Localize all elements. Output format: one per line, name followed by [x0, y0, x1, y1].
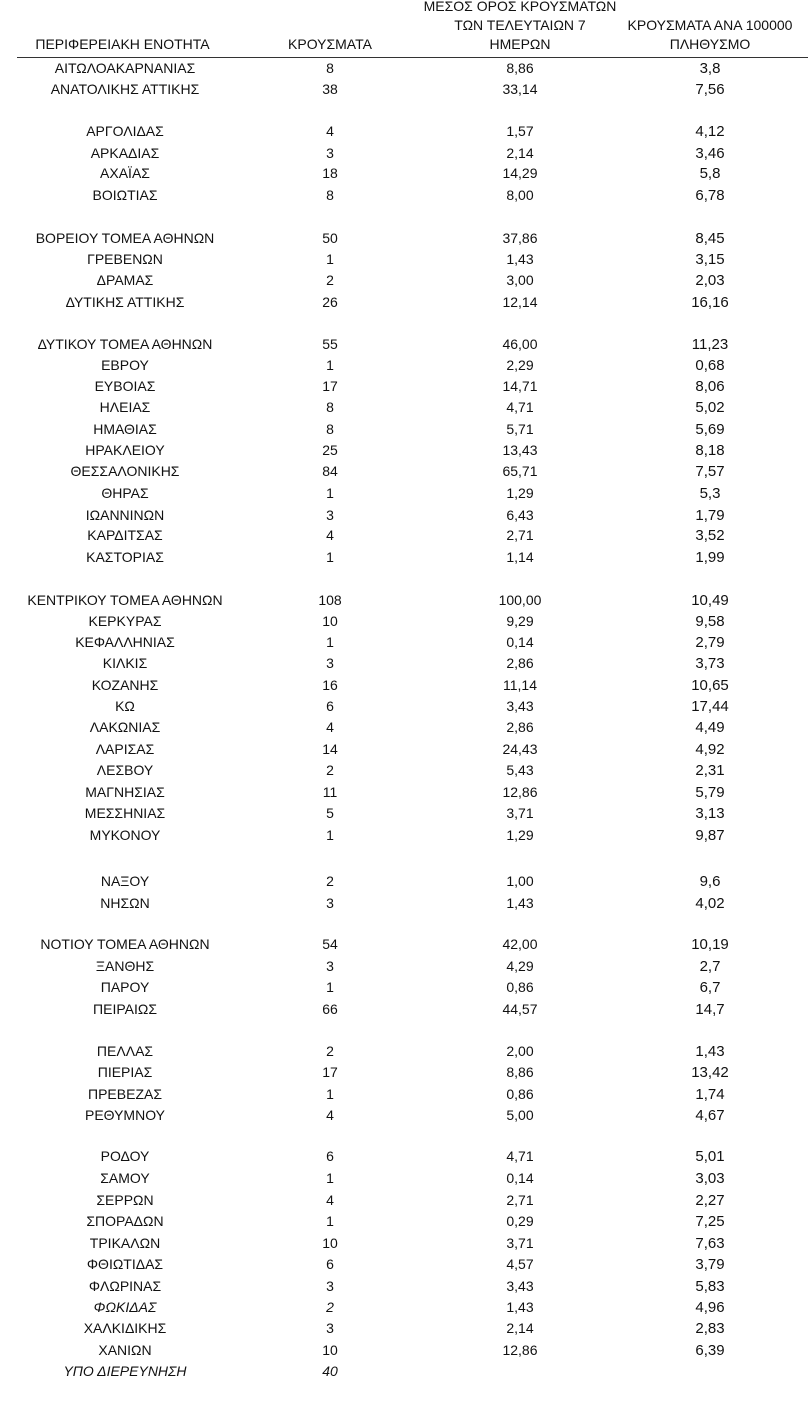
- table-row: [0, 483, 808, 504]
- cell-seven-day-average: 1,29: [506, 485, 534, 501]
- cell-seven-day-average: 2,71: [506, 527, 534, 543]
- cell-seven-day-average: 0,29: [506, 1213, 534, 1229]
- cell-cases-per-100k: 5,8: [699, 165, 721, 182]
- cell-cases-per-100k: 6,39: [695, 1342, 725, 1359]
- cell-seven-day-average: 3,43: [506, 698, 534, 714]
- table-row: [0, 163, 808, 184]
- cell-seven-day-average: 0,86: [506, 979, 534, 995]
- cell-cases-per-100k: 8,45: [695, 230, 725, 247]
- cell-region: ΝΗΣΩΝ: [100, 895, 150, 911]
- cell-seven-day-average: 24,43: [502, 741, 538, 757]
- cell-seven-day-average: 3,71: [506, 1235, 534, 1251]
- table-row: [0, 1190, 808, 1211]
- cell-seven-day-average: 44,57: [502, 1001, 538, 1017]
- table-row: [0, 1041, 808, 1062]
- cell-cases: 8: [326, 60, 334, 76]
- cell-region: ΠΕΙΡΑΙΩΣ: [93, 1001, 157, 1017]
- cell-cases: 17: [322, 378, 338, 394]
- cell-region: ΕΥΒΟΙΑΣ: [94, 378, 156, 394]
- cell-cases-per-100k: 4,49: [695, 719, 725, 736]
- header-cases-per-100k: [605, 16, 808, 54]
- cell-region: ΚΑΣΤΟΡΙΑΣ: [86, 549, 164, 565]
- cell-cases-per-100k: 2,79: [695, 634, 725, 651]
- cell-cases-per-100k: 9,87: [695, 827, 725, 844]
- table-row: [0, 1318, 808, 1339]
- cell-cases-per-100k: 7,57: [695, 463, 725, 480]
- cell-cases: 108: [318, 592, 342, 608]
- cell-cases-per-100k: 9,6: [699, 873, 721, 890]
- table-row: [0, 440, 808, 461]
- cell-cases-per-100k: 7,56: [695, 81, 725, 98]
- cell-cases-per-100k: 3,13: [695, 805, 725, 822]
- cell-region: ΧΑΛΚΙΔΙΚΗΣ: [83, 1320, 167, 1336]
- cell-region: ΥΠΟ ΔΙΕΡΕΥΝΗΣΗ: [63, 1363, 187, 1379]
- cell-cases: 54: [322, 936, 338, 952]
- table-row: [0, 1146, 808, 1167]
- table-row: [0, 79, 808, 100]
- table-row: [0, 717, 808, 738]
- table-row: [0, 782, 808, 803]
- table-row: [0, 653, 808, 674]
- header-cases: ΚΡΟΥΣΜΑΤΑ: [288, 36, 372, 52]
- header-per-line-1: ΚΡΟΥΣΜΑΤΑ ΑΝΑ 100000: [627, 17, 793, 33]
- cell-seven-day-average: 1,43: [506, 895, 534, 911]
- table-row: [0, 739, 808, 760]
- cell-cases-per-100k: 17,44: [691, 698, 729, 715]
- cell-seven-day-average: 42,00: [502, 936, 538, 952]
- cell-seven-day-average: 5,71: [506, 421, 534, 437]
- cell-seven-day-average: 12,86: [502, 784, 538, 800]
- cell-seven-day-average: 4,71: [506, 399, 534, 415]
- cell-seven-day-average: 3,43: [506, 1278, 534, 1294]
- table-row: [0, 228, 808, 249]
- cell-seven-day-average: 5,00: [506, 1107, 534, 1123]
- cell-region: ΑΡΚΑΔΙΑΣ: [90, 145, 160, 161]
- table-row: [0, 977, 808, 998]
- cell-seven-day-average: 46,00: [502, 336, 538, 352]
- table-row: [0, 1254, 808, 1275]
- table-row: [0, 1105, 808, 1126]
- cell-cases-per-100k: 4,67: [695, 1107, 725, 1124]
- cell-region: ΠΡΕΒΕΖΑΣ: [87, 1086, 162, 1102]
- table-row: [0, 1211, 808, 1232]
- cell-cases-per-100k: 5,02: [695, 399, 725, 416]
- cell-cases: 10: [322, 1235, 338, 1251]
- table-row: [0, 525, 808, 546]
- table-row: [0, 893, 808, 914]
- cell-seven-day-average: 2,86: [506, 655, 534, 671]
- cell-region: ΘΗΡΑΣ: [101, 485, 149, 501]
- cell-seven-day-average: 1,29: [506, 827, 534, 843]
- cell-seven-day-average: 1,43: [506, 251, 534, 267]
- cell-cases: 6: [326, 698, 334, 714]
- cell-seven-day-average: 4,57: [506, 1256, 534, 1272]
- cell-cases: 10: [322, 613, 338, 629]
- cell-cases: 1: [326, 827, 334, 843]
- cell-cases: 1: [326, 357, 334, 373]
- cell-cases-per-100k: 6,78: [695, 187, 725, 204]
- cell-region: ΘΕΣΣΑΛΟΝΙΚΗΣ: [70, 463, 180, 479]
- cell-region: ΙΩΑΝΝΙΝΩΝ: [85, 507, 165, 523]
- cell-region: ΤΡΙΚΑΛΩΝ: [89, 1235, 161, 1251]
- cell-cases: 2: [326, 1299, 334, 1315]
- cell-region: ΠΙΕΡΙΑΣ: [97, 1064, 153, 1080]
- cell-cases: 8: [326, 421, 334, 437]
- table-row: [0, 934, 808, 955]
- table-row: [0, 397, 808, 418]
- cell-region: ΑΝΑΤΟΛΙΚΗΣ ΑΤΤΙΚΗΣ: [50, 81, 200, 97]
- cell-region: ΝΑΞΟΥ: [100, 873, 150, 889]
- cell-seven-day-average: 2,00: [506, 1043, 534, 1059]
- cell-region: ΗΜΑΘΙΑΣ: [93, 421, 157, 437]
- cell-seven-day-average: 12,86: [502, 1342, 538, 1358]
- cell-cases-per-100k: 1,43: [695, 1043, 725, 1060]
- cell-region: ΠΕΛΛΑΣ: [96, 1043, 154, 1059]
- cell-cases-per-100k: 4,12: [695, 123, 725, 140]
- cell-region: ΣΕΡΡΩΝ: [96, 1192, 154, 1208]
- cell-seven-day-average: 1,57: [506, 123, 534, 139]
- cell-seven-day-average: 1,43: [506, 1299, 534, 1315]
- table-row: [0, 270, 808, 291]
- cell-seven-day-average: 9,29: [506, 613, 534, 629]
- cell-seven-day-average: 100,00: [498, 592, 542, 608]
- table-row: [0, 825, 808, 846]
- cell-cases-per-100k: 2,27: [695, 1192, 725, 1209]
- table-row: [0, 1361, 808, 1382]
- cell-region: ΣΑΜΟΥ: [100, 1170, 150, 1186]
- table-row: [0, 611, 808, 632]
- header-avg-line-1: ΜΕΣΟΣ ΟΡΟΣ ΚΡΟΥΣΜΑΤΩΝ: [423, 0, 617, 14]
- cell-region: ΕΒΡΟΥ: [101, 357, 149, 373]
- cell-cases-per-100k: 5,83: [695, 1278, 725, 1295]
- cell-cases: 2: [326, 272, 334, 288]
- cell-cases: 40: [322, 1363, 338, 1379]
- cell-seven-day-average: 0,86: [506, 1086, 534, 1102]
- header-avg-line-2: ΤΩΝ ΤΕΛΕΥΤΑΙΩΝ 7: [454, 17, 586, 33]
- cell-seven-day-average: 14,71: [502, 378, 538, 394]
- cell-seven-day-average: 0,14: [506, 634, 534, 650]
- cell-seven-day-average: 11,14: [503, 677, 537, 693]
- header-seven-day-average: [405, 0, 635, 54]
- cell-cases: 6: [326, 1256, 334, 1272]
- cell-cases-per-100k: 10,49: [691, 592, 729, 609]
- cell-region: ΑΧΑΪΑΣ: [100, 165, 150, 181]
- cell-cases-per-100k: 6,7: [699, 979, 721, 996]
- cell-cases-per-100k: 1,99: [695, 549, 725, 566]
- cell-region: ΜΥΚΟΝΟΥ: [89, 827, 161, 843]
- cell-cases-per-100k: 2,83: [695, 1320, 725, 1337]
- cell-region: ΚΕΦΑΛΛΗΝΙΑΣ: [75, 634, 175, 650]
- cell-seven-day-average: 3,71: [506, 805, 534, 821]
- cell-cases-per-100k: 3,15: [695, 251, 725, 268]
- table-row: [0, 58, 808, 79]
- cell-region: ΠΑΡΟΥ: [100, 979, 150, 995]
- cell-cases-per-100k: 7,25: [695, 1213, 725, 1230]
- cell-cases: 1: [326, 549, 334, 565]
- cell-cases-per-100k: 1,74: [695, 1086, 725, 1103]
- cell-cases-per-100k: 4,96: [695, 1299, 725, 1316]
- cell-region: ΒΟΙΩΤΙΑΣ: [92, 187, 158, 203]
- cell-cases: 2: [326, 1043, 334, 1059]
- cell-region: ΔΥΤΙΚΗΣ ΑΤΤΙΚΗΣ: [65, 294, 185, 310]
- cell-cases: 4: [326, 1107, 334, 1123]
- table-row: [0, 590, 808, 611]
- cell-cases: 17: [322, 1064, 338, 1080]
- cell-cases-per-100k: 5,79: [695, 784, 725, 801]
- header-region: ΠΕΡΙΦΕΡΕΙΑΚΗ ΕΝΟΤΗΤΑ: [35, 36, 210, 52]
- table-row: [0, 675, 808, 696]
- table-row: [0, 355, 808, 376]
- cell-region: ΛΑΚΩΝΙΑΣ: [89, 719, 161, 735]
- cell-region: ΧΑΝΙΩΝ: [98, 1342, 152, 1358]
- cell-seven-day-average: 0,14: [506, 1170, 534, 1186]
- cell-region: ΑΙΤΩΛΟΑΚΑΡΝΑΝΙΑΣ: [54, 60, 196, 76]
- cell-region: ΓΡΕΒΕΝΩΝ: [87, 251, 163, 267]
- cell-region: ΡΟΔΟΥ: [100, 1148, 150, 1164]
- header-per-line-2: ΠΛΗΘΥΣΜΟ: [669, 36, 751, 52]
- cell-cases: 4: [326, 1192, 334, 1208]
- cell-cases-per-100k: 16,16: [691, 294, 729, 311]
- cell-seven-day-average: 2,29: [506, 357, 534, 373]
- table-row: [0, 1233, 808, 1254]
- cell-cases-per-100k: 8,18: [695, 442, 725, 459]
- table-row: [0, 185, 808, 206]
- table-row: [0, 121, 808, 142]
- cell-cases-per-100k: 3,79: [695, 1256, 725, 1273]
- cell-region: ΜΕΣΣΗΝΙΑΣ: [84, 805, 166, 821]
- cell-seven-day-average: 1,14: [506, 549, 534, 565]
- cell-cases-per-100k: 2,7: [699, 958, 721, 975]
- cell-cases: 1: [326, 485, 334, 501]
- cell-cases: 14: [322, 741, 338, 757]
- cell-cases-per-100k: 3,73: [695, 655, 725, 672]
- cell-seven-day-average: 5,43: [506, 762, 534, 778]
- cell-region: ΡΕΘΥΜΝΟΥ: [84, 1107, 165, 1123]
- cell-cases-per-100k: 3,8: [699, 60, 721, 77]
- cell-cases: 50: [322, 230, 338, 246]
- cell-region: ΗΛΕΙΑΣ: [99, 399, 151, 415]
- table-row: [0, 505, 808, 526]
- cell-cases-per-100k: 5,01: [695, 1148, 725, 1165]
- table-row: [0, 1062, 808, 1083]
- cell-cases: 4: [326, 719, 334, 735]
- cell-cases: 1: [326, 634, 334, 650]
- cell-cases: 66: [322, 1001, 338, 1017]
- cell-cases: 55: [322, 336, 338, 352]
- cell-seven-day-average: 4,71: [506, 1148, 534, 1164]
- cell-cases-per-100k: 3,03: [695, 1170, 725, 1187]
- cell-cases-per-100k: 4,92: [695, 741, 725, 758]
- cell-cases: 1: [326, 1170, 334, 1186]
- cell-cases: 3: [326, 507, 334, 523]
- cell-cases: 84: [322, 463, 338, 479]
- cell-region: ΞΑΝΘΗΣ: [95, 958, 155, 974]
- cell-region: ΚΑΡΔΙΤΣΑΣ: [87, 527, 163, 543]
- table-row: [0, 1297, 808, 1318]
- cell-seven-day-average: 8,86: [506, 1064, 534, 1080]
- table-row: [0, 999, 808, 1020]
- cell-seven-day-average: 2,71: [506, 1192, 534, 1208]
- cell-seven-day-average: 3,00: [506, 272, 534, 288]
- cell-cases-per-100k: 9,58: [695, 613, 725, 630]
- table-row: [0, 461, 808, 482]
- cell-cases: 8: [326, 399, 334, 415]
- cell-seven-day-average: 14,29: [502, 165, 538, 181]
- cell-cases: 1: [326, 1086, 334, 1102]
- cell-seven-day-average: 33,14: [502, 81, 538, 97]
- table-row: [0, 632, 808, 653]
- table-row: [0, 419, 808, 440]
- cell-cases-per-100k: 5,3: [699, 485, 721, 502]
- cell-region: ΚΙΛΚΙΣ: [102, 655, 148, 671]
- table-row: [0, 376, 808, 397]
- cell-cases: 3: [326, 1320, 334, 1336]
- cell-cases-per-100k: 2,31: [695, 762, 725, 779]
- table-row: [0, 547, 808, 568]
- cell-region: ΔΡΑΜΑΣ: [96, 272, 154, 288]
- cell-seven-day-average: 2,14: [506, 1320, 534, 1336]
- cell-seven-day-average: 2,86: [506, 719, 534, 735]
- cell-region: ΦΩΚΙΔΑΣ: [93, 1299, 157, 1315]
- table-row: [0, 334, 808, 355]
- cell-seven-day-average: 12,14: [502, 294, 538, 310]
- cell-cases-per-100k: 10,65: [691, 677, 729, 694]
- cell-cases-per-100k: 4,02: [695, 895, 725, 912]
- cell-region: ΔΥΤΙΚΟΥ ΤΟΜΕΑ ΑΘΗΝΩΝ: [37, 336, 213, 352]
- cell-seven-day-average: 13,43: [502, 442, 538, 458]
- cell-region: ΑΡΓΟΛΙΔΑΣ: [86, 123, 164, 139]
- cell-cases: 10: [322, 1342, 338, 1358]
- cell-cases: 2: [326, 873, 334, 889]
- cell-region: ΜΑΓΝΗΣΙΑΣ: [85, 784, 165, 800]
- cell-region: ΦΛΩΡΙΝΑΣ: [88, 1278, 162, 1294]
- cell-cases: 5: [326, 805, 334, 821]
- cell-cases: 4: [326, 527, 334, 543]
- cell-cases: 3: [326, 958, 334, 974]
- cell-cases-per-100k: 3,52: [695, 527, 725, 544]
- cell-region: ΚΕΝΤΡΙΚΟΥ ΤΟΜΕΑ ΑΘΗΝΩΝ: [27, 592, 223, 608]
- cell-cases-per-100k: 8,06: [695, 378, 725, 395]
- cell-cases: 18: [322, 165, 338, 181]
- cell-region: ΗΡΑΚΛΕΙΟΥ: [85, 442, 165, 458]
- table-row: [0, 1168, 808, 1189]
- cell-seven-day-average: 8,86: [506, 60, 534, 76]
- cell-cases-per-100k: 2,03: [695, 272, 725, 289]
- cell-cases: 3: [326, 895, 334, 911]
- table-row: [0, 871, 808, 892]
- table-row: [0, 803, 808, 824]
- table-row: [0, 292, 808, 313]
- cell-seven-day-average: 65,71: [502, 463, 538, 479]
- cell-region: ΚΕΡΚΥΡΑΣ: [88, 613, 162, 629]
- cell-cases: 3: [326, 655, 334, 671]
- cell-cases: 1: [326, 979, 334, 995]
- cell-seven-day-average: 4,29: [506, 958, 534, 974]
- cell-seven-day-average: 2,14: [506, 145, 534, 161]
- cell-cases: 11: [322, 784, 338, 800]
- cell-seven-day-average: 8,00: [506, 187, 534, 203]
- header-avg-line-3: ΗΜΕΡΩΝ: [489, 36, 551, 52]
- cell-cases-per-100k: 13,42: [691, 1064, 729, 1081]
- table-row: [0, 1340, 808, 1361]
- cell-cases-per-100k: 11,23: [691, 336, 729, 353]
- cell-cases: 1: [326, 1213, 334, 1229]
- table-row: [0, 249, 808, 270]
- table-row: [0, 696, 808, 717]
- cell-region: ΚΩ: [115, 698, 135, 714]
- table-row: [0, 956, 808, 977]
- cell-region: ΛΑΡΙΣΑΣ: [95, 741, 155, 757]
- cell-cases-per-100k: 5,69: [695, 421, 725, 438]
- cell-cases-per-100k: 14,7: [695, 1001, 725, 1018]
- cell-region: ΝΟΤΙΟΥ ΤΟΜΕΑ ΑΘΗΝΩΝ: [40, 936, 210, 952]
- cell-cases: 26: [322, 294, 338, 310]
- cell-cases-per-100k: 7,63: [695, 1235, 725, 1252]
- cell-seven-day-average: 1,00: [506, 873, 534, 889]
- cell-cases: 25: [322, 442, 338, 458]
- cell-region: ΛΕΣΒΟΥ: [96, 762, 154, 778]
- cell-seven-day-average: 37,86: [502, 230, 538, 246]
- table-row: [0, 143, 808, 164]
- cell-seven-day-average: 6,43: [506, 507, 534, 523]
- cell-region: ΦΘΙΩΤΙΔΑΣ: [86, 1256, 164, 1272]
- cell-cases: 4: [326, 123, 334, 139]
- cell-region: ΒΟΡΕΙΟΥ ΤΟΜΕΑ ΑΘΗΝΩΝ: [35, 230, 215, 246]
- cell-region: ΣΠΟΡΑΔΩΝ: [86, 1213, 164, 1229]
- cell-cases: 38: [322, 81, 338, 97]
- table-row: [0, 1084, 808, 1105]
- table-row: [0, 760, 808, 781]
- cell-cases: 2: [326, 762, 334, 778]
- table-row: [0, 1276, 808, 1297]
- cell-cases-per-100k: 1,79: [695, 507, 725, 524]
- cell-cases: 3: [326, 145, 334, 161]
- cell-cases: 6: [326, 1148, 334, 1164]
- cell-cases: 1: [326, 251, 334, 267]
- cell-cases-per-100k: 3,46: [695, 145, 725, 162]
- cell-cases: 16: [322, 677, 338, 693]
- cell-cases: 3: [326, 1278, 334, 1294]
- cell-cases: 8: [326, 187, 334, 203]
- cell-cases-per-100k: 10,19: [691, 936, 729, 953]
- cell-region: ΚΟΖΑΝΗΣ: [91, 677, 159, 693]
- cell-cases-per-100k: 0,68: [695, 357, 725, 374]
